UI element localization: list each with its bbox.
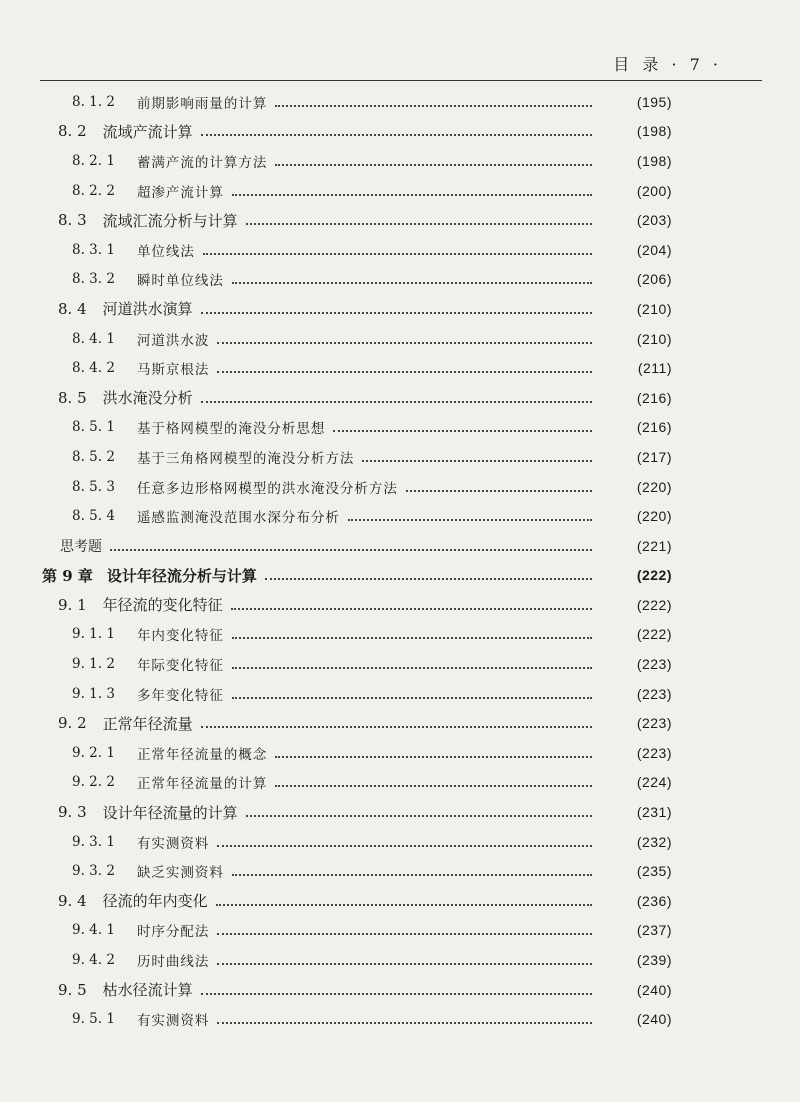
toc-entry-title: 时序分配法 [136, 924, 210, 941]
toc-entry-number: 8. 5. 2 [72, 448, 115, 465]
toc-entry-number: 9. 2 [58, 714, 87, 733]
toc-leader-dots [246, 223, 592, 225]
toc-entry [0, 649, 800, 679]
toc-entry [0, 383, 800, 413]
toc-entry [0, 975, 800, 1005]
toc-leader-dots [348, 519, 592, 521]
toc-entry-title: 基于三角格网模型的淹没分析方法 [136, 450, 355, 467]
page-header: 目 录 · 7 · [613, 55, 722, 74]
toc-leader-dots [201, 134, 592, 136]
toc-entry-page: (222) [636, 567, 672, 584]
toc-entry [0, 117, 800, 147]
toc-entry-page: (222) [636, 626, 672, 643]
toc-leader-dots [232, 667, 592, 669]
toc-entry [0, 353, 800, 383]
toc-leader-dots [201, 312, 592, 314]
toc-entry-number: 8. 5 [58, 388, 87, 407]
toc-entry-title: 瞬时单位线法 [136, 273, 224, 290]
toc-leader-dots [217, 963, 592, 965]
toc-leader-dots [333, 430, 592, 432]
toc-entry-number: 9. 5. 1 [72, 1011, 115, 1028]
toc-leader-dots [217, 1022, 592, 1024]
toc-entry-page: (223) [636, 656, 672, 673]
toc-entry-title: 年径流的变化特征 [102, 596, 223, 615]
toc-entry [0, 235, 800, 265]
toc-entry [0, 797, 800, 827]
toc-entry-title: 有实测资料 [136, 1013, 210, 1030]
toc-entry-title: 正常年径流量 [102, 714, 193, 733]
toc-leader-dots [265, 578, 592, 580]
toc-leader-dots [203, 253, 592, 255]
toc-entry-page: (223) [636, 715, 672, 732]
toc-entry-number: 9. 1 [58, 595, 87, 614]
toc-entry [0, 87, 800, 117]
toc-entry [0, 916, 800, 946]
toc-leader-dots [362, 460, 592, 462]
toc-leader-dots [275, 164, 592, 166]
toc-entry-page: (221) [636, 537, 672, 554]
toc-entry-number: 9. 2. 1 [72, 744, 115, 761]
toc-entry [0, 501, 800, 531]
toc-entry-page: (198) [636, 152, 672, 169]
toc-entry-page: (210) [636, 330, 672, 347]
toc-entry-title: 正常年径流量的概念 [136, 746, 268, 763]
toc-entry [0, 856, 800, 886]
toc-entry [0, 265, 800, 295]
toc-entry [0, 827, 800, 857]
toc-entry-page: (195) [636, 93, 672, 110]
toc-entry-title: 基于格网模型的淹没分析思想 [136, 421, 326, 438]
toc-leader-dots [275, 105, 592, 107]
toc-leader-dots [232, 194, 592, 196]
toc-entry-title: 河道洪水演算 [102, 300, 193, 319]
toc-entry-title: 流域产流计算 [102, 122, 193, 141]
toc-entry-number: 8. 4. 1 [72, 330, 115, 347]
toc-entry-number: 8. 1. 2 [72, 93, 115, 110]
header-rule [40, 80, 762, 81]
toc-entry-number: 9. 3 [58, 803, 87, 822]
toc-entry-title: 径流的年内变化 [102, 892, 208, 911]
toc-entry [0, 324, 800, 354]
toc-entry [0, 1004, 800, 1034]
toc-leader-dots [275, 785, 592, 787]
toc-entry [0, 679, 800, 709]
toc-entry-title: 流域汇流分析与计算 [102, 211, 238, 230]
toc-leader-dots [201, 401, 592, 403]
toc-entry-number: 9. 4 [58, 891, 87, 910]
toc-entry-page: (232) [636, 833, 672, 850]
toc-entry-page: (204) [636, 241, 672, 258]
toc-entry-number: 8. 5. 1 [72, 419, 115, 436]
toc-leader-dots [275, 756, 592, 758]
toc-entry-title: 单位线法 [136, 243, 195, 260]
toc-entry-number: 8. 2. 2 [72, 182, 115, 199]
toc-entry-page: (223) [636, 685, 672, 702]
toc-entry-number: 9. 1. 3 [72, 685, 115, 702]
toc-entry-number: 8. 3. 2 [72, 271, 115, 288]
toc-entry-title: 缺乏实测资料 [136, 865, 224, 882]
toc-entry [0, 442, 800, 472]
toc-entry-number: 8. 4. 2 [72, 360, 115, 377]
toc-entry-page: (223) [636, 744, 672, 761]
toc-entry-page: (222) [636, 596, 672, 613]
toc-leader-dots [217, 845, 592, 847]
toc-entry [0, 886, 800, 916]
toc-entry-number: 8. 5. 4 [72, 508, 115, 525]
toc-entry-page: (220) [636, 478, 672, 495]
toc-entry-page: (224) [636, 774, 672, 791]
toc-entry-page: (239) [636, 952, 672, 969]
toc-entry-page: (200) [636, 182, 672, 199]
table-of-contents [0, 87, 800, 1034]
toc-entry-page: (236) [636, 892, 672, 909]
toc-entry-number: 8. 2 [58, 122, 87, 141]
toc-entry-page: (203) [636, 212, 672, 229]
toc-entry-page: (237) [636, 922, 672, 939]
toc-entry-page: (217) [636, 448, 672, 465]
toc-entry-title: 设计年径流分析与计算 [106, 566, 257, 585]
toc-entry-page: (220) [636, 508, 672, 525]
toc-entry-page: (198) [636, 123, 672, 140]
toc-entry [0, 708, 800, 738]
toc-entry-number: 第 9 章 [42, 566, 93, 585]
toc-entry-page: (240) [636, 981, 672, 998]
toc-entry [0, 176, 800, 206]
toc-entry [0, 472, 800, 502]
toc-entry-number: 9. 2. 2 [72, 774, 115, 791]
toc-entry-number: 8. 5. 3 [72, 478, 115, 495]
toc-entry [0, 294, 800, 324]
toc-entry [0, 413, 800, 443]
toc-leader-dots [406, 490, 592, 492]
toc-entry-number: 8. 4 [58, 299, 87, 318]
toc-leader-dots [217, 342, 592, 344]
toc-entry-page: (206) [636, 271, 672, 288]
toc-entry [0, 768, 800, 798]
toc-entry-title: 枯水径流计算 [102, 981, 193, 1000]
toc-leader-dots [216, 904, 592, 906]
toc-entry-number: 9. 4. 2 [72, 952, 115, 969]
toc-leader-dots [246, 815, 592, 817]
toc-entry-page: (216) [636, 419, 672, 436]
toc-entry-title: 遥感监测淹没范围水深分布分析 [136, 510, 340, 527]
toc-entry-number: 8. 3. 1 [72, 241, 115, 258]
toc-entry-title: 有实测资料 [136, 835, 210, 852]
toc-entry-page: (235) [636, 863, 672, 880]
toc-leader-dots [217, 933, 592, 935]
toc-entry-title: 设计年径流量的计算 [102, 803, 238, 822]
toc-entry-title: 蓄满产流的计算方法 [136, 154, 268, 171]
toc-leader-dots [232, 637, 592, 639]
toc-entry-number: 8. 2. 1 [72, 152, 115, 169]
toc-leader-dots [201, 993, 592, 995]
toc-entry-title: 洪水淹没分析 [102, 389, 193, 408]
toc-entry [0, 205, 800, 235]
toc-entry-title: 历时曲线法 [136, 954, 210, 971]
toc-entry-title: 年际变化特征 [136, 658, 224, 675]
toc-entry [0, 945, 800, 975]
toc-entry-title: 马斯京根法 [136, 362, 210, 379]
toc-entry-number: 8. 3 [58, 211, 87, 230]
toc-entry-title: 思考题 [60, 538, 102, 555]
toc-entry-page: (231) [636, 804, 672, 821]
toc-entry-title: 河道洪水波 [136, 332, 210, 349]
toc-entry-number: 9. 5 [58, 980, 87, 999]
toc-leader-dots [232, 282, 592, 284]
toc-leader-dots [232, 874, 592, 876]
toc-leader-dots [231, 608, 592, 610]
toc-entry [0, 620, 800, 650]
toc-leader-dots [201, 726, 592, 728]
toc-leader-dots [110, 549, 592, 551]
toc-entry [0, 146, 800, 176]
toc-entry-title: 超渗产流计算 [136, 184, 224, 201]
toc-entry-number: 9. 1. 2 [72, 656, 115, 673]
toc-entry [0, 561, 800, 591]
toc-entry-title: 前期影响雨量的计算 [136, 95, 268, 112]
toc-entry-title: 多年变化特征 [136, 687, 224, 704]
toc-entry-title: 任意多边形格网模型的洪水淹没分析方法 [136, 480, 398, 497]
toc-entry-number: 9. 3. 1 [72, 833, 115, 850]
toc-entry-number: 9. 4. 1 [72, 922, 115, 939]
toc-entry-page: (216) [636, 389, 672, 406]
toc-entry-page: (240) [636, 1011, 672, 1028]
toc-entry-page: (211) [637, 360, 672, 377]
toc-entry-title: 正常年径流量的计算 [136, 776, 268, 793]
toc-entry-title: 年内变化特征 [136, 628, 224, 645]
toc-entry-number: 9. 3. 2 [72, 863, 115, 880]
toc-entry-page: (210) [636, 300, 672, 317]
toc-entry [0, 531, 800, 561]
toc-entry [0, 738, 800, 768]
toc-entry [0, 590, 800, 620]
toc-entry-number: 9. 1. 1 [72, 626, 115, 643]
toc-leader-dots [217, 371, 592, 373]
toc-leader-dots [232, 697, 592, 699]
